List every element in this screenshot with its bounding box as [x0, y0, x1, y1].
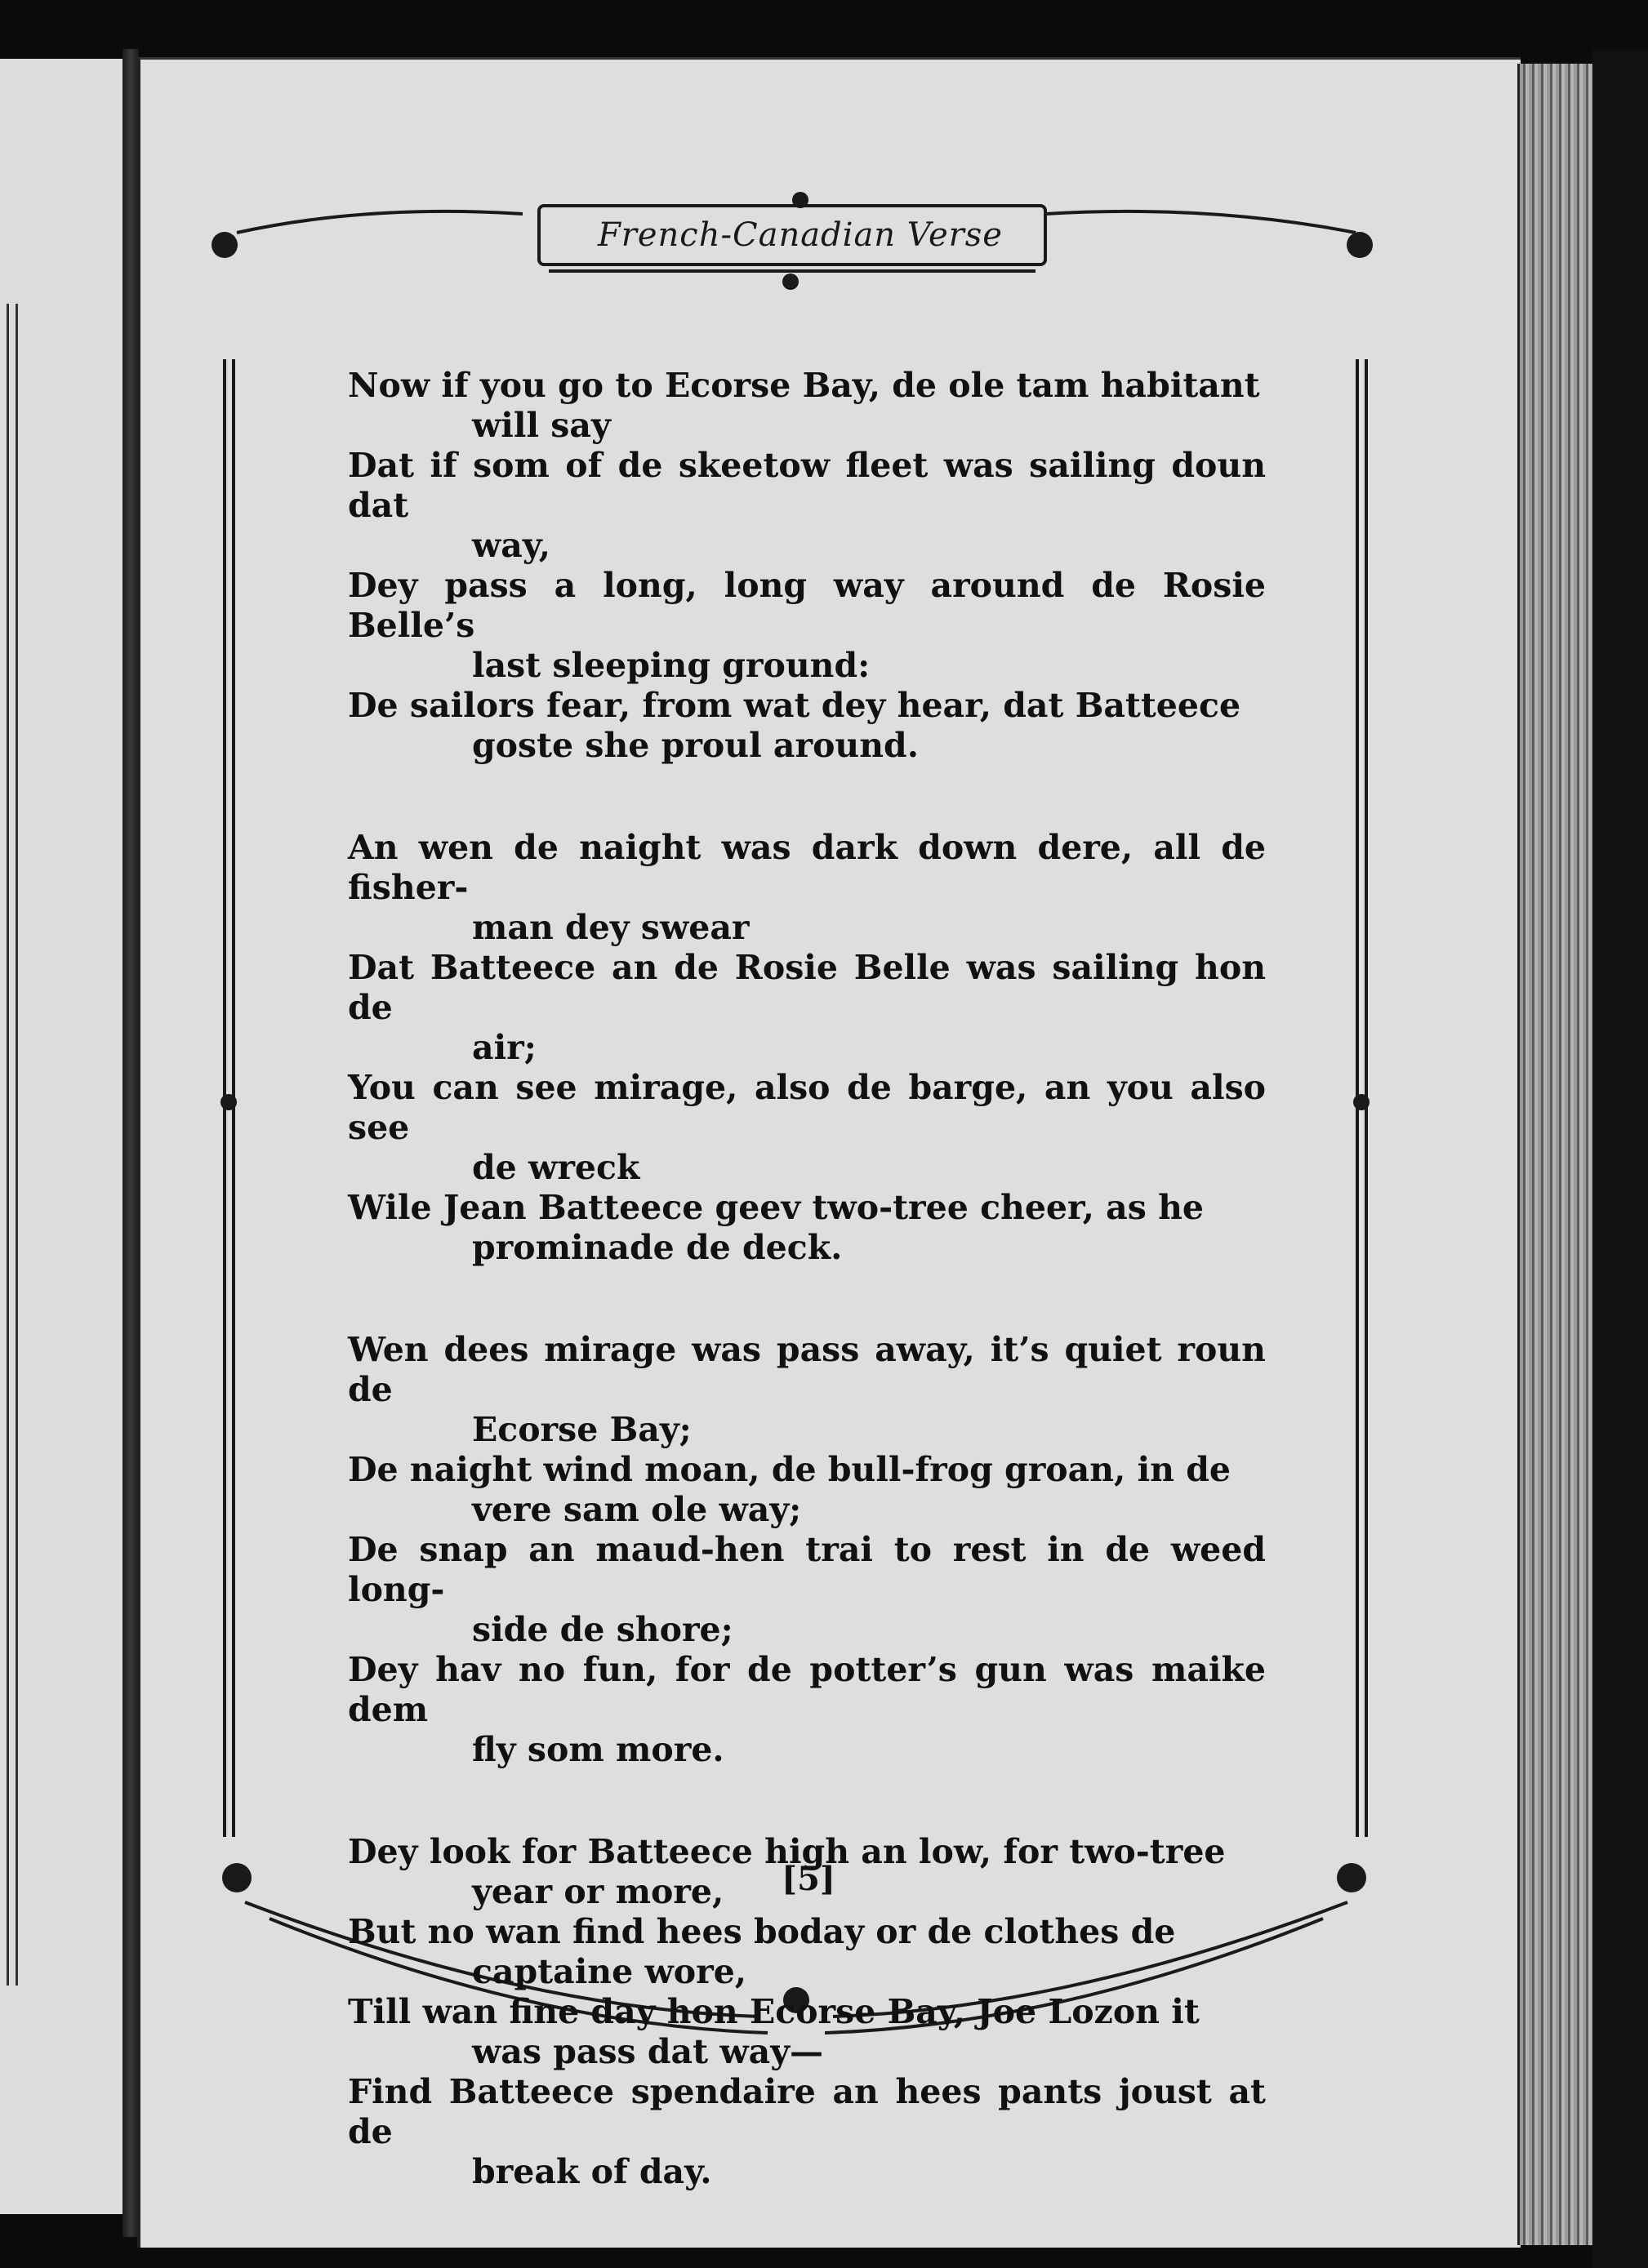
running-header: French-Canadian Verse: [598, 216, 1003, 254]
verse-line-continuation: de wreck: [472, 1148, 640, 1187]
verse-line: Till wan fine day hon Ecorse Bay, Joe Lozon it: [348, 1992, 1200, 2031]
verse-line-continuation: last sleeping ground:: [472, 646, 871, 685]
verse-line: Wen dees mirage was pass away, it’s quiet roun de: [348, 1330, 1266, 1409]
verse-line-continuation: fly som more.: [472, 1730, 724, 1769]
page-number: [5]: [782, 1860, 835, 1898]
verse-line-continuation: air;: [472, 1028, 537, 1067]
verse-line: Dey look for Batteece high an low, for two-tree: [348, 1832, 1226, 1871]
stanza: [348, 366, 1266, 766]
verse-line-continuation: Ecorse Bay;: [472, 1410, 692, 1449]
verse-line-continuation: way,: [472, 526, 551, 565]
verse-line: Dat Batteece an de Rosie Belle was sailing hon de: [348, 948, 1266, 1027]
verse-line: Dey hav no fun, for de potter’s gun was maike dem: [348, 1650, 1266, 1729]
stanza: [348, 828, 1266, 1268]
verse-line: De sailors fear, from wat dey hear, dat Batteece: [348, 686, 1241, 725]
poem-text: [348, 366, 1266, 2254]
verse-line: You can see mirage, also de barge, an you also see: [348, 1068, 1266, 1147]
verse-line: Find Batteece spendaire an hees pants joust at de: [348, 2072, 1266, 2151]
verse-line-continuation: was pass dat way—: [472, 2032, 824, 2071]
verse-line: Dat if som of de skeetow fleet was sailing doun dat: [348, 446, 1266, 525]
verse-line: Now if you go to Ecorse Bay, de ole tam habitant: [348, 366, 1260, 405]
verse-line-continuation: will say: [472, 406, 611, 445]
verse-line-continuation: break of day.: [472, 2152, 712, 2191]
verse-line-continuation: prominade de deck.: [472, 1228, 843, 1267]
verse-line: An wen de naight was dark down dere, all de fisher-: [348, 828, 1266, 907]
verse-line-continuation: year or more,: [472, 1872, 724, 1911]
verse-line-continuation: side de shore;: [472, 1610, 733, 1649]
verse-line: But no wan find hees boday or de clothes de: [348, 1912, 1176, 1951]
verse-line-continuation: captaine wore,: [472, 1952, 747, 1991]
verse-line: Dey pass a long, long way around de Rosie Belle’s: [348, 566, 1266, 645]
verse-line: Wile Jean Batteece geev two-tree cheer, as he: [348, 1188, 1205, 1227]
verse-line-continuation: man dey swear: [472, 908, 750, 947]
verse-line: De naight wind moan, de bull-frog groan, in de: [348, 1450, 1231, 1489]
stanza: [348, 1330, 1266, 1770]
verse-line-continuation: goste she proul around.: [472, 726, 919, 765]
verse-line: De snap an maud-hen trai to rest in de weed long-: [348, 1530, 1266, 1609]
verse-line-continuation: vere sam ole way;: [472, 1490, 802, 1529]
